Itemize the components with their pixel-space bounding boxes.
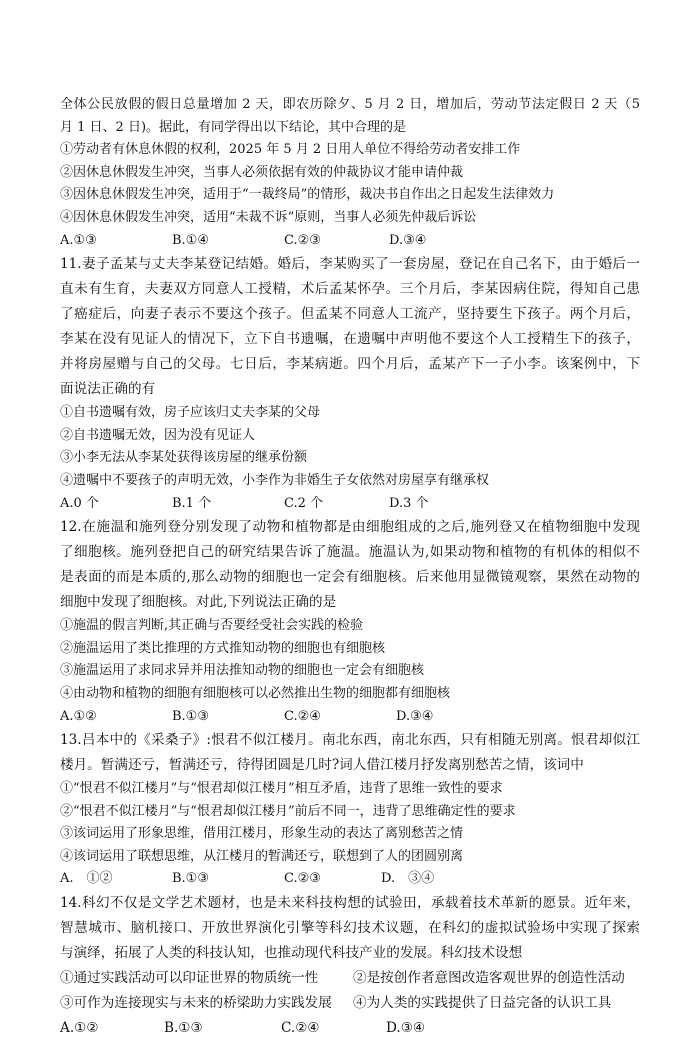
q10-item: ②因休息休假发生冲突，当事人必须依据有效的仲裁协议才能申请仲裁 bbox=[60, 164, 464, 180]
q11-item: ②自书遗嘱无效，因为没有见证人 bbox=[60, 427, 256, 443]
q12-stem-line: 是表面的而是本质的,那么动物的细胞也一定会有细胞核。后来他用显微镜观察，果然在动物的 bbox=[60, 569, 640, 586]
q12-options bbox=[60, 706, 640, 729]
q14-item: ②是按创作者意图改造客观世界的创造性活动 bbox=[353, 970, 625, 987]
q14-items-row bbox=[60, 966, 640, 991]
option-d: D. ③④ bbox=[381, 871, 435, 887]
question-12-items bbox=[60, 615, 640, 728]
option-a: A.①② bbox=[60, 708, 97, 724]
q11-item: ④遗嘱中不要孩子的声明无效，小李作为非婚生子女依然对房屋享有继承权 bbox=[60, 472, 490, 488]
q12-stem-line: 了细胞核。施列登把自己的研究结果告诉了施温。施温认为,如果动物和植物的有机体的相似不 bbox=[60, 544, 640, 561]
q10-item: ①劳动者有休息休假的权利，2025 年 5 月 2 日用人单位不得给劳动者安排工作 bbox=[60, 142, 521, 158]
q13-stem-line: 13.吕本中的《采桑子》:恨君不似江楼月。南北东西，南北东西，只有相随无别离。恨君却似江 bbox=[60, 732, 640, 749]
option-a: A.0 个 bbox=[60, 495, 99, 511]
question-11-items bbox=[60, 402, 640, 515]
option-c: C.②③ bbox=[284, 232, 321, 248]
q12-stem-line: 细胞中发现了细胞核。对此,下列说法正确的是 bbox=[60, 594, 337, 611]
option-c: C.2 个 bbox=[284, 495, 324, 511]
option-a: A. ①② bbox=[60, 871, 113, 887]
q11-item: ③小李无法从李某处获得该房屋的继承份额 bbox=[60, 450, 308, 466]
option-b: B.①③ bbox=[172, 871, 209, 887]
option-c: C.②④ bbox=[281, 1020, 320, 1037]
question-13 bbox=[60, 728, 640, 778]
option-d: D.③④ bbox=[386, 1020, 426, 1037]
option-c: C.②④ bbox=[284, 708, 321, 724]
question-12 bbox=[60, 515, 640, 615]
q14-items-row bbox=[60, 991, 640, 1016]
q13-stem-line: 楼月。暂满还亏，暂满还亏，待得团圆是几时?词人借江楼月抒发离别愁苦之情，该词中 bbox=[60, 757, 584, 774]
option-b: B.①③ bbox=[172, 708, 209, 724]
q11-stem-line: 11.妻子孟某与丈夫李某登记结婚。婚后，李某购买了一套房屋，登记在自己名下，由于婚后一 bbox=[60, 256, 640, 273]
option-d: D.③④ bbox=[389, 232, 427, 248]
q14-stem-line: 14.科幻不仅是文学艺术题材，也是未来科技构想的试验田，承载着技术革新的愿景。近年来， bbox=[60, 895, 640, 912]
q13-options bbox=[60, 868, 640, 891]
option-d: D.③④ bbox=[396, 708, 434, 724]
q13-item: ④该词运用了联想思维，从江楼月的暂满还亏，联想到了人的团圆别离 bbox=[60, 848, 464, 864]
option-a: A.①③ bbox=[60, 232, 97, 248]
option-d: D.3 个 bbox=[389, 495, 429, 511]
question-11 bbox=[60, 252, 640, 402]
q14-stem-line: 与演绎，拓展了人类的科技认知，也推动现代科技产业的发展。科幻技术设想 bbox=[60, 945, 523, 962]
q12-stem-line: 12.在施温和施列登分别发现了动物和植物都是由细胞组成的之后,施列登又在植物细胞中发现 bbox=[60, 519, 640, 536]
exam-page bbox=[60, 94, 640, 1041]
question-14 bbox=[60, 891, 640, 1041]
q12-item: ①施温的假言判断,其正确与否要经受社会实践的检验 bbox=[60, 618, 364, 634]
q11-stem-line: 了癌症后，向妻子表示不要这个孩子。但孟某不同意人工流产，坚持要生下孩子。两个月后， bbox=[60, 306, 640, 323]
q14-stem-line: 智慧城市、脑机接口、开放世界演化引擎等科幻技术议题，在科幻的虚拟试验场中实现了探索 bbox=[60, 920, 640, 937]
q13-item: ③该词运用了形象思维，借用江楼月，形象生动的表达了离别愁苦之情 bbox=[60, 826, 464, 842]
q14-item: ④为人类的实践提供了日益完备的认识工具 bbox=[353, 995, 612, 1012]
option-c: C.②③ bbox=[284, 871, 321, 887]
q13-item: ②“恨君不似江楼月”与“恨君却似江楼月”前后不同一，违背了思维确定性的要求 bbox=[60, 803, 516, 819]
option-b: B.①④ bbox=[172, 232, 209, 248]
q14-item: ③可作为连接现实与未来的桥梁助力实践发展 bbox=[60, 995, 332, 1012]
q12-item: ②施温运用了类比推理的方式推知动物的细胞也有细胞核 bbox=[60, 640, 386, 656]
q14-options bbox=[60, 1016, 640, 1041]
q12-item: ④由动物和植物的细胞有细胞核可以必然推出生物的细胞都有细胞核 bbox=[60, 685, 451, 701]
question-13-items bbox=[60, 778, 640, 891]
option-b: B.①③ bbox=[164, 1020, 203, 1037]
option-b: B.1 个 bbox=[172, 495, 212, 511]
option-a: A.①② bbox=[60, 1020, 99, 1037]
q11-stem-line: 直未有生育，夫妻双方同意人工授精，术后孟某怀孕。三个月后，李某因病住院，得知自己患 bbox=[60, 281, 640, 298]
q10-stem-line: 全体公民放假的假日总量增加 2 天，即农历除夕、5 月 2 日，增加后，劳动节法定假日 2 天（5 bbox=[60, 97, 640, 112]
q10-stem-line: 月 1 日、2 日)。据此，有同学得出以下结论，其中合理的是 bbox=[60, 119, 407, 135]
q11-stem-line: 并将房屋赠与自己的父母。七日后，李某病逝。四个月后，孟某产下一子小李。该案例中，下 bbox=[60, 356, 640, 373]
q10-item: ④因休息休假发生冲突，适用“未裁不诉”原则，当事人必须先仲裁后诉讼 bbox=[60, 209, 477, 225]
q10-options bbox=[60, 230, 640, 253]
q13-item: ①“恨君不似江楼月”与“恨君却似江楼月”相互矛盾，违背了思维一致性的要求 bbox=[60, 781, 503, 797]
q11-item: ①自书遗嘱有效，房子应该归丈夫李某的父母 bbox=[60, 405, 321, 421]
q14-item: ①通过实践活动可以印证世界的物质统一性 bbox=[60, 970, 319, 987]
q12-item: ③施温运用了求同求异并用法推知动物的细胞也一定会有细胞核 bbox=[60, 663, 425, 679]
q11-stem-line: 面说法正确的有 bbox=[60, 381, 156, 398]
question-10 bbox=[60, 94, 640, 252]
q11-options bbox=[60, 493, 640, 516]
q10-item: ③因休息休假发生冲突，适用于“一裁终局”的情形，裁决书自作出之日起发生法律效力 bbox=[60, 187, 555, 203]
q11-stem-line: 李某在没有见证人的情况下，立下自书遗嘱，在遗嘱中声明他不要这个人工授精生下的孩子， bbox=[60, 331, 640, 348]
